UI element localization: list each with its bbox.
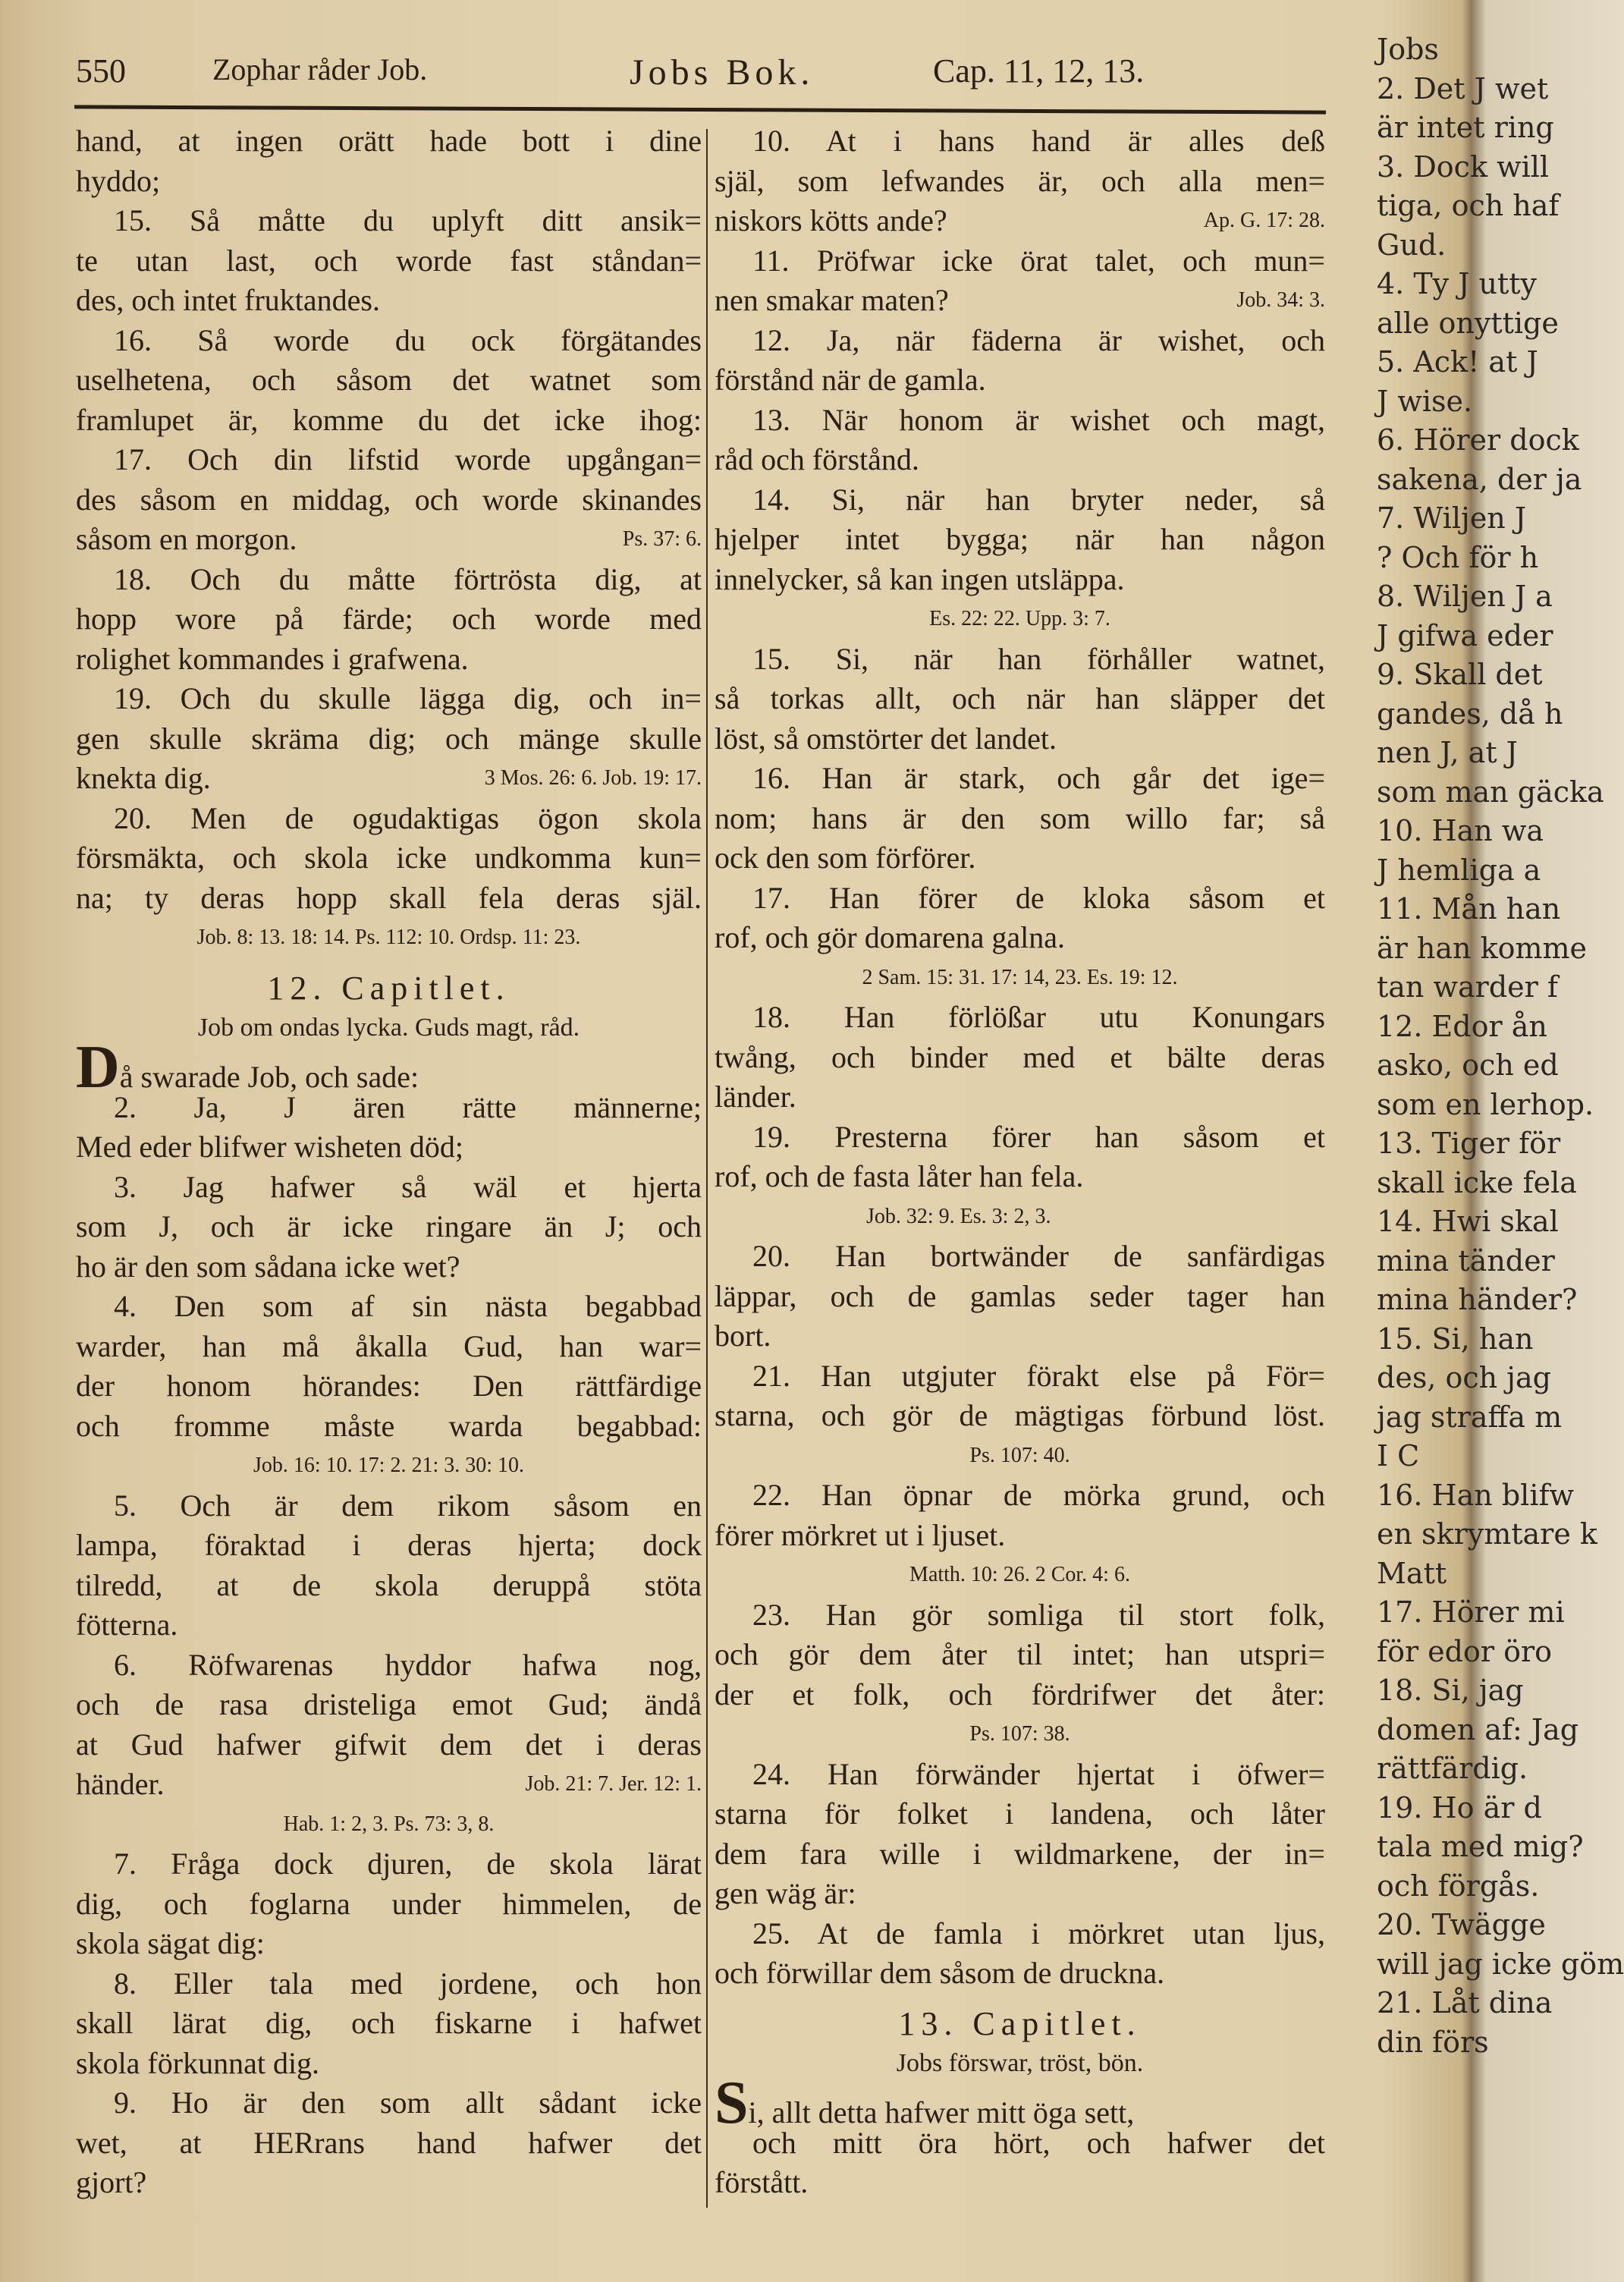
facing-page-line: J gifwa eder	[1377, 618, 1553, 652]
drop-cap: S	[715, 2070, 749, 2136]
chapter-heading: 13. Capitlet.	[898, 2004, 1142, 2042]
facing-page-line: 17. Hörer mi	[1377, 1595, 1565, 1629]
verse-start-line: 22. Han öpnar de mörka grund, och	[752, 1478, 1325, 1512]
verse-start-line: 15. Si, när han förhåller watnet,	[752, 641, 1325, 676]
scripture-reference: Job. 21: 7. Jer. 12: 1.	[525, 1772, 702, 1796]
verse-start-line: och mitt öra hört, och hafwer det	[752, 2125, 1325, 2160]
text-line: twång, och binder med et bälte deras	[715, 1039, 1325, 1074]
verse-start-line: 11. Pröfwar icke örat talet, och mun=	[752, 243, 1325, 278]
facing-page-line: och förgås.	[1377, 1869, 1540, 1903]
line-text: nen smakar maten?	[715, 283, 949, 317]
text-line: warder, han må åkalla Gud, han war=	[76, 1328, 702, 1363]
drop-cap: D	[76, 1034, 120, 1101]
text-line: löst, så omstörter det landet.	[715, 721, 1057, 756]
text-line: gen wäg är:	[715, 1876, 856, 1910]
text-line	[715, 2070, 1325, 2136]
text-line: ho är den som sådana icke wet?	[76, 1249, 460, 1284]
text-line: förstått.	[715, 2165, 809, 2199]
text-line: dig, och foglarna under himmelen, de	[76, 1886, 702, 1921]
facing-page-line: Matt	[1377, 1556, 1447, 1590]
header-rule	[74, 105, 1326, 114]
text-line: Med eder blifwer wisheten död;	[76, 1130, 463, 1164]
verse-start-line: 16. Han är stark, och går det ige=	[752, 761, 1325, 795]
text-line: förstånd när de gamla.	[715, 363, 986, 397]
text-line: hopp wore på färde; och worde med	[76, 602, 702, 636]
text-line: lampa, föraktad i deras hjerta; dock	[76, 1528, 702, 1562]
text-line: starna för folket i landena, och låter	[715, 1796, 1325, 1831]
facing-page-line: des, och jag	[1377, 1361, 1551, 1394]
verse-start-line: 25. At de famla i mörkret utan ljus,	[752, 1916, 1325, 1950]
text-line: dem fara wille i wildmarkene, der in=	[715, 1836, 1325, 1871]
verse-start-line: 3. Jag hafwer så wäl et hjerta	[114, 1169, 702, 1204]
chapter-range: Cap. 11, 12, 13.	[933, 52, 1145, 90]
facing-page-line: jag straffa m	[1377, 1400, 1563, 1434]
scripture-reference: Ap. G. 17: 28.	[1203, 209, 1325, 232]
facing-page-line: tan warder f	[1377, 970, 1558, 1004]
text-line: rolighet kommandes i grafwena.	[76, 641, 469, 676]
verse-start-line: 6. Röfwarenas hyddor hafwa nog,	[114, 1647, 702, 1682]
text-line	[76, 759, 702, 799]
facing-page-line: alle onyttige	[1377, 306, 1559, 340]
verse-start-line: 14. Si, när han bryter neder, så	[752, 482, 1325, 517]
facing-page-line: mina händer?	[1377, 1283, 1578, 1316]
facing-page-line: som en lerhop.	[1377, 1087, 1594, 1121]
verse-start-line: 20. Men de ogudaktigas ögon skola	[114, 800, 702, 835]
running-header	[76, 52, 1324, 105]
scripture-reference: 3 Mos. 26: 6. Job. 19: 17.	[484, 766, 702, 790]
left-column	[76, 121, 702, 2203]
text-line: läppar, och de gamlas seder tager han	[715, 1278, 1325, 1313]
verse-start-line: 12. Ja, när fäderna är wishet, och	[752, 322, 1325, 357]
verse-start-line: 4. Den som af sin nästa begabbad	[114, 1289, 702, 1323]
text-line: rof, och de fasta låter han fela.	[715, 1159, 1084, 1193]
facing-page-line: 3. Dock will	[1377, 149, 1550, 184]
facing-page-line: will jag icke göm	[1377, 1947, 1624, 1981]
facing-page-line: 12. Edor ån	[1377, 1009, 1547, 1043]
verse-start-line: 17. Han förer de kloka såsom et	[752, 880, 1325, 915]
facing-page-line: 8. Wiljen J a	[1377, 580, 1553, 613]
verse-start-line: 17. Och din lifstid worde upgångan=	[114, 442, 702, 476]
scripture-reference: Es. 22: 22. Upp. 3: 7.	[929, 607, 1110, 630]
text-line: nom; hans är den som willo far; så	[715, 800, 1325, 835]
page-number: 550	[76, 52, 126, 90]
facing-page-line: är han komme	[1377, 931, 1588, 965]
facing-page-line: gandes, då h	[1377, 696, 1563, 731]
verse-start-line: 24. Han förwänder hjertat i öfwer=	[752, 1756, 1325, 1791]
text-line: och fromme måste warda begabbad:	[76, 1408, 702, 1443]
text-line: och förwillar dem såsom de druckna.	[715, 1956, 1165, 1990]
chapter-heading: 12. Capitlet.	[267, 969, 510, 1007]
facing-page-line: mina tänder	[1377, 1243, 1555, 1278]
chapter-summary: Jobs förswar, tröst, bön.	[896, 2048, 1144, 2077]
verse-start-line: 13. När honom är wishet och magt,	[752, 402, 1325, 437]
scripture-reference: Job. 8: 13. 18: 14. Ps. 112: 10. Ordsp. 11: 23.	[196, 926, 581, 949]
text-line: och gör dem åter til intet; han utspri=	[715, 1637, 1325, 1671]
facing-page-line: 18. Si, jag	[1377, 1674, 1524, 1707]
text-line: hand, at ingen orätt hade bott i dine	[76, 124, 702, 158]
facing-page-line: är intet ring	[1377, 111, 1554, 144]
verse-start-line: 18. Och du måtte förtrösta dig, at	[114, 561, 702, 596]
scripture-reference: Job. 32: 9. Es. 3: 2, 3.	[866, 1204, 1051, 1228]
text-line	[76, 1034, 702, 1101]
facing-page-line: ? Och för h	[1377, 540, 1539, 574]
verse-start-line: 19. Och du skulle lägga dig, och in=	[114, 681, 702, 715]
facing-page-line: 9. Skall det	[1377, 658, 1543, 691]
facing-page-line: Jobs	[1377, 33, 1439, 66]
scripture-reference: Matth. 10: 26. 2 Cor. 4: 6.	[909, 1563, 1130, 1586]
text-line: des, och intet fruktandes.	[76, 283, 380, 317]
facing-page-line: skall icke fela	[1377, 1165, 1577, 1199]
running-title: Zophar råder Job.	[212, 52, 428, 86]
line-text: händer.	[76, 1767, 165, 1801]
text-line: rof, och gör domarena galna.	[715, 920, 1066, 954]
facing-page-line: 7. Wiljen J	[1377, 501, 1527, 535]
text-line: som J, och är icke ringare än J; och	[76, 1209, 702, 1243]
text-line: fötterna.	[76, 1608, 178, 1642]
facing-page-line: J hemliga a	[1377, 853, 1541, 887]
text-line: skola sägat dig:	[76, 1926, 265, 1960]
facing-page-line: 14. Hwi skal	[1377, 1205, 1559, 1238]
facing-page-line: 15. Si, han	[1377, 1322, 1534, 1356]
facing-page-line: J wise.	[1377, 384, 1473, 418]
facing-page-line: 6. Hörer dock	[1377, 423, 1579, 457]
scripture-reference: Ps. 107: 40.	[969, 1443, 1070, 1467]
facing-page-line: en skrymtare k	[1377, 1517, 1597, 1551]
facing-page-line: 2. Det J wet	[1377, 71, 1549, 105]
text-line: na; ty deras hopp skall fela deras själ.	[76, 880, 702, 915]
line-text: i, allt detta hafwer mitt öga sett,	[748, 2095, 1135, 2130]
facing-page-line: 10. Han wa	[1377, 814, 1544, 847]
text-line	[715, 201, 1325, 241]
scripture-reference: Job. 34: 3.	[1236, 288, 1325, 312]
facing-page-line: rättfärdig.	[1377, 1752, 1528, 1785]
text-line: och de rasa dristeliga emot Gud; ändå	[76, 1687, 702, 1721]
scripture-reference: Hab. 1: 2, 3. Ps. 73: 3, 8.	[283, 1812, 495, 1836]
text-line: uselhetena, och såsom det watnet som	[76, 363, 702, 397]
text-line: så torkas allt, och när han släpper det	[715, 681, 1325, 715]
facing-page-line: I C	[1377, 1439, 1420, 1473]
facing-page-line: 19. Ho är d	[1377, 1790, 1542, 1825]
scripture-reference: Ps. 107: 38.	[969, 1722, 1070, 1746]
verse-start-line: 19. Presterna förer han såsom et	[752, 1119, 1325, 1154]
text-line	[76, 520, 702, 560]
facing-page-fragment	[1377, 30, 1624, 2282]
text-line: framlupet är, komme du det icke ihog:	[76, 402, 702, 437]
text-line: des såsom en middag, och worde skinandes	[76, 482, 702, 517]
text-line: tilredd, at de skola deruppå stöta	[76, 1567, 702, 1602]
facing-page-line: 20. Twägge	[1377, 1908, 1546, 1941]
text-line: gen skulle skräma dig; och mänge skulle	[76, 721, 702, 756]
verse-start-line: 9. Ho är den som allt sådant icke	[114, 2086, 702, 2120]
text-line: ock den som förförer.	[715, 841, 976, 875]
verse-start-line: 16. Så worde du ock förgätandes	[114, 322, 702, 357]
facing-page-line: tala med mig?	[1377, 1830, 1584, 1863]
book-title: Jobs Bok.	[630, 52, 815, 93]
verse-start-line: 20. Han bortwänder de sanfärdigas	[752, 1239, 1325, 1273]
text-line: bort.	[715, 1319, 771, 1353]
text-line: gjort?	[76, 2165, 147, 2199]
facing-page-line: 4. Ty J utty	[1377, 267, 1538, 300]
text-line: wet, at HERrans hand hafwer det	[76, 2125, 702, 2160]
text-line: skall lärat dig, och fiskarne i hafwet	[76, 2006, 702, 2040]
facing-page-line: för edor öro	[1377, 1634, 1553, 1668]
text-line: råd och förstånd.	[715, 442, 919, 476]
facing-page-line: 11. Mån han	[1377, 892, 1561, 926]
facing-page-line: domen af: Jag	[1377, 1712, 1579, 1746]
text-line: länder.	[715, 1080, 796, 1114]
facing-page-line: Gud.	[1377, 228, 1447, 262]
line-text: å swarade Job, och sade:	[119, 1060, 419, 1094]
text-line: själ, som lefwandes är, och alla men=	[715, 163, 1325, 198]
text-line: der et folk, och fördrifwer det åter:	[715, 1677, 1325, 1712]
line-text: knekta dig.	[76, 761, 211, 795]
facing-page-line: asko, och ed	[1377, 1048, 1559, 1082]
verse-start-line: 21. Han utgjuter förakt else på För=	[752, 1358, 1325, 1393]
verse-start-line: 23. Han gör somliga til stort folk,	[752, 1597, 1325, 1632]
scripture-reference: Ps. 37: 6.	[622, 527, 702, 551]
chapter-summary: Job om ondas lycka. Guds magt, råd.	[197, 1013, 580, 1042]
text-line: förer mörkret ut i ljuset.	[715, 1517, 1006, 1552]
text-line: hjelper intet bygga; när han någon	[715, 522, 1325, 556]
text-line: innelycker, så kan ingen utsläppa.	[715, 561, 1125, 596]
facing-page-line: 13. Tiger för	[1377, 1127, 1561, 1160]
verse-start-line: 10. At i hans hand är alles deß	[752, 124, 1325, 158]
scripture-reference: Job. 16: 10. 17: 2. 21: 3. 30: 10.	[253, 1454, 524, 1477]
text-line: skola förkunnat dig.	[76, 2045, 320, 2080]
right-column	[715, 121, 1325, 2203]
facing-page-line: som man gäcka	[1377, 775, 1604, 809]
scripture-reference: 2 Sam. 15: 31. 17: 14, 23. Es. 19: 12.	[862, 965, 1178, 989]
facing-page-line: tiga, och haf	[1377, 189, 1560, 222]
text-line	[76, 1765, 702, 1805]
facing-page-line: 21. Låt dina	[1377, 1986, 1553, 2020]
facing-page-line: 5. Ack! at J	[1377, 345, 1538, 379]
text-line: der honom hörandes: Den rättfärdige	[76, 1369, 702, 1403]
line-text: niskors kötts ande?	[715, 203, 947, 237]
verse-start-line: 15. Så måtte du uplyft ditt ansik=	[114, 203, 702, 237]
verse-start-line: 7. Fråga dock djuren, de skola lärat	[114, 1847, 702, 1881]
line-text: såsom en morgon.	[76, 522, 297, 556]
text-line: at Gud hafwer gifwit dem det i deras	[76, 1727, 702, 1762]
facing-page-line: din förs	[1377, 2025, 1489, 2059]
text-line: försmäkta, och skola icke undkomma kun=	[76, 841, 702, 875]
facing-page-line: nen J, at J	[1377, 736, 1518, 769]
facing-page-line: sakena, der ja	[1377, 462, 1582, 496]
column-divider	[706, 129, 708, 2208]
verse-start-line: 8. Eller tala med jordene, och hon	[114, 1966, 702, 2001]
verse-start-line: 18. Han förlößar utu Konungars	[752, 1000, 1325, 1034]
text-line: hyddo;	[76, 163, 161, 198]
verse-start-line: 2. Ja, J ären rätte männerne;	[114, 1089, 702, 1124]
text-line: starna, och gör de mägtigas förbund löst.	[715, 1398, 1325, 1432]
text-line: te utan last, och worde fast ståndan=	[76, 243, 702, 278]
facing-page-line: 16. Han blifw	[1377, 1478, 1575, 1512]
text-line	[715, 281, 1325, 321]
verse-start-line: 5. Och är dem rikom såsom en	[114, 1488, 702, 1523]
